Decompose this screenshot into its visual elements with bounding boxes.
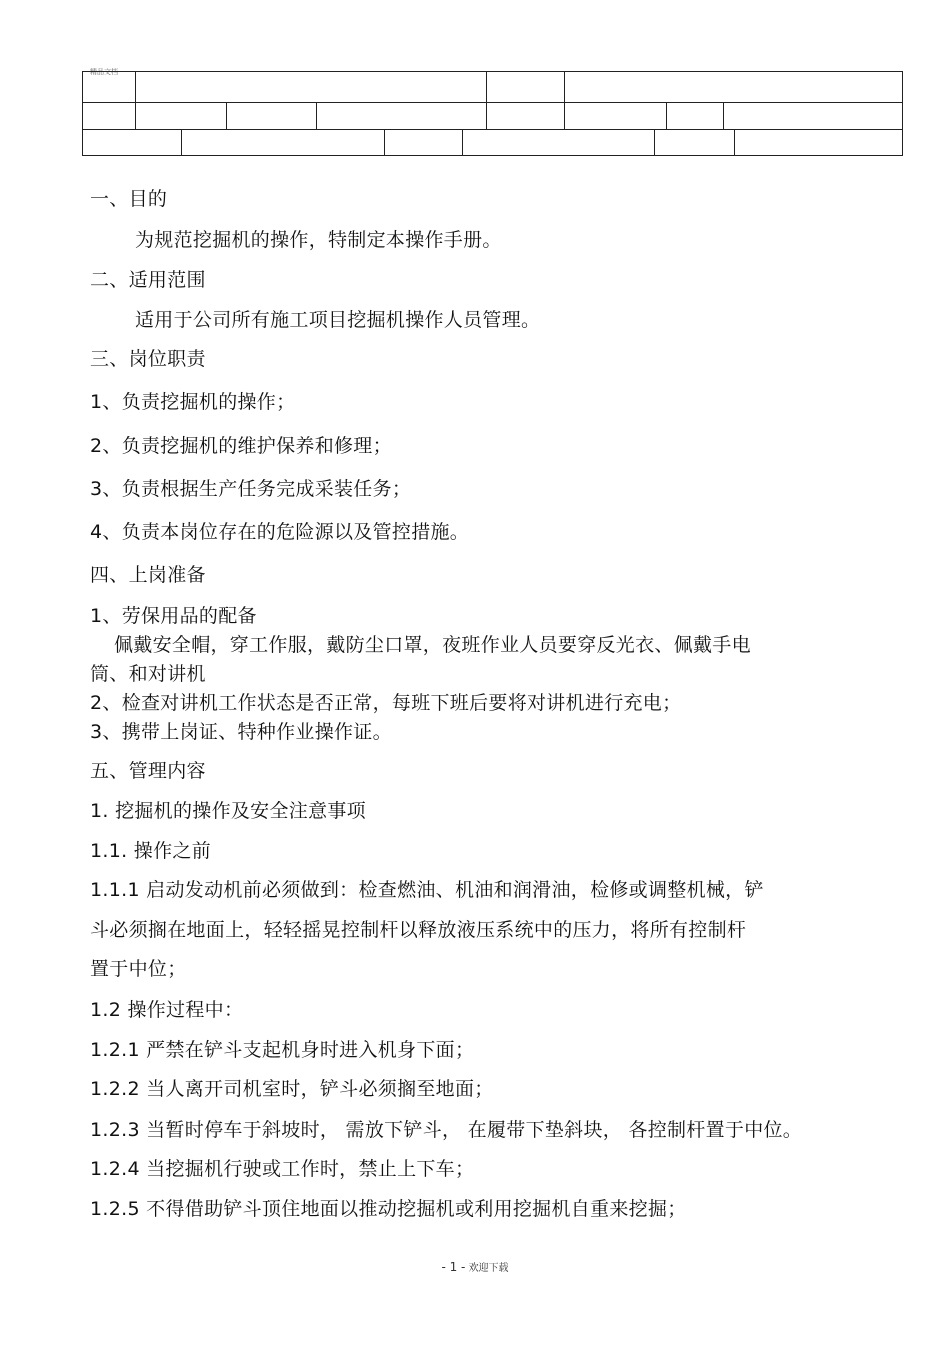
header-cell <box>226 103 227 129</box>
list-item: 2、检查对讲机工作状态是否正常，每班下班后要将对讲机进行充电； <box>90 692 682 714</box>
header-cell <box>654 130 655 155</box>
subsection-heading: 1.2 操作过程中： <box>90 999 244 1021</box>
page-number: - 1 - <box>441 1260 466 1274</box>
watermark-text: 精品文档 <box>90 68 118 76</box>
section-heading: 四、上岗准备 <box>90 564 206 586</box>
list-item: 2、负责挖掘机的维护保养和修理； <box>90 435 392 457</box>
paragraph: 1.1.1 启动发动机前必须做到：检查燃油、机油和润滑油，检修或调整机械，铲 <box>90 879 764 901</box>
footer-text: 欢迎下载 <box>468 1263 509 1274</box>
subsection-heading: 1.1. 操作之前 <box>90 840 211 862</box>
header-cell <box>564 103 565 129</box>
header-cell <box>135 72 136 102</box>
paragraph: 为规范挖掘机的操作，特制定本操作手册。 <box>135 229 502 251</box>
paragraph: 适用于公司所有施工项目挖掘机操作人员管理。 <box>135 309 541 331</box>
header-cell <box>384 130 385 155</box>
list-item: 1、劳保用品的配备 <box>90 605 257 627</box>
header-row-2 <box>82 102 903 130</box>
paragraph: 筒、和对讲机 <box>90 663 206 685</box>
header-cell <box>486 103 487 129</box>
subsection-heading: 1. 挖掘机的操作及安全注意事项 <box>90 800 366 822</box>
header-cell <box>316 103 317 129</box>
paragraph: 1.2.3 当暂时停车于斜坡时， 需放下铲斗， 在履带下垫斜块， 各控制杆置于中位。 <box>90 1119 803 1141</box>
header-table <box>82 71 903 156</box>
paragraph: 1.2.4 当挖掘机行驶或工作时，禁止上下车； <box>90 1158 475 1180</box>
page-footer <box>0 1259 950 1274</box>
header-cell <box>462 130 463 155</box>
paragraph: 1.2.2 当人离开司机室时，铲斗必须搁至地面； <box>90 1078 494 1100</box>
header-cell <box>135 103 136 129</box>
section-heading: 三、岗位职责 <box>90 348 206 370</box>
section-heading: 一、目的 <box>90 188 168 210</box>
section-heading: 二、适用范围 <box>90 269 206 291</box>
paragraph: 佩戴安全帽，穿工作服，戴防尘口罩，夜班作业人员要穿反光衣、佩戴手电 <box>114 634 751 656</box>
header-row-3 <box>82 129 903 156</box>
header-cell <box>564 72 565 102</box>
list-item: 4、负责本岗位存在的危险源以及管控措施。 <box>90 521 470 543</box>
header-cell <box>734 130 735 155</box>
header-cell <box>666 103 667 129</box>
header-cell <box>486 72 487 102</box>
header-cell <box>181 130 182 155</box>
list-item: 3、负责根据生产任务完成采装任务； <box>90 478 412 500</box>
section-heading: 五、管理内容 <box>90 760 206 782</box>
paragraph: 1.2.1 严禁在铲斗支起机身时进入机身下面； <box>90 1039 475 1061</box>
header-cell <box>723 103 724 129</box>
list-item: 3、携带上岗证、特种作业操作证。 <box>90 721 392 743</box>
paragraph: 置于中位； <box>90 958 187 980</box>
paragraph: 1.2.5 不得借助铲斗顶住地面以推动挖掘机或利用挖掘机自重来挖掘； <box>90 1198 687 1220</box>
header-row-1 <box>82 71 903 103</box>
list-item: 1、负责挖掘机的操作； <box>90 391 296 413</box>
paragraph: 斗必须搁在地面上，轻轻摇晃控制杆以释放液压系统中的压力，将所有控制杆 <box>90 919 747 941</box>
